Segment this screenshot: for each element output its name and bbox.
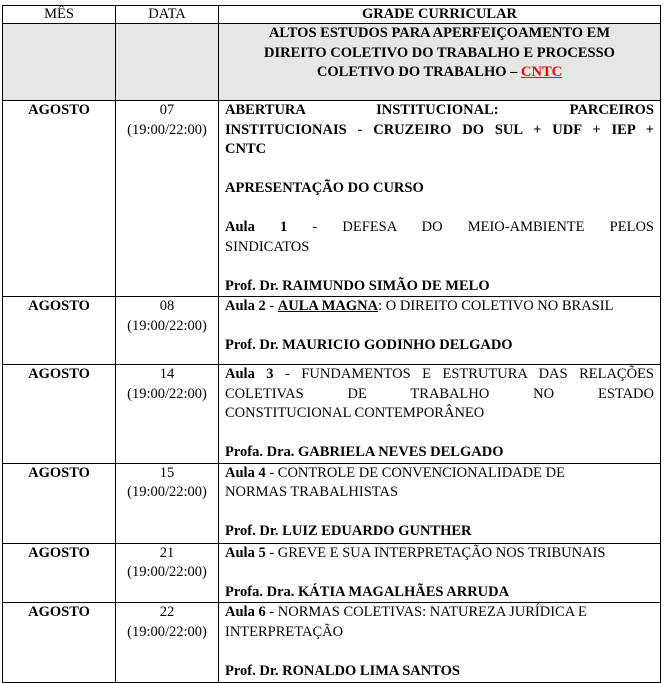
abertura-line: CNTC	[225, 141, 267, 157]
lesson-title-line	[225, 218, 654, 238]
course-title-line: DIREITO COLETIVO DO TRABALHO E PROCESSO	[264, 44, 615, 61]
date-cell	[116, 297, 219, 365]
spacer	[225, 563, 654, 583]
month-cell: AGOSTO	[3, 297, 116, 365]
lesson-title-line: INTERPRETAÇÃO	[225, 623, 344, 640]
lesson-title-line: CONSTITUCIONAL CONTEMPORÂNEO	[225, 405, 485, 421]
professor-name: Prof. Dr. RONALDO LIMA SANTOS	[225, 662, 460, 679]
month-cell: AGOSTO	[3, 543, 116, 603]
lesson-title-line: SINDICATOS	[225, 238, 310, 255]
lesson-title: - GREVE E SUA INTERPRETAÇÃO NOS TRIBUNAIS	[265, 544, 606, 561]
schedule-row	[3, 365, 661, 464]
lesson-title: - FUNDAMENTOS E ESTRUTURA DAS RELAÇÕES	[273, 366, 654, 382]
date-time: (19:00/22:00)	[127, 385, 207, 402]
abertura-line: ABERTURA INSTITUCIONAL: PARCEIROS	[225, 102, 654, 118]
date-time: (19:00/22:00)	[127, 121, 207, 138]
month-cell: AGOSTO	[3, 101, 116, 297]
month-cell: AGOSTO	[3, 365, 116, 464]
spacer	[225, 317, 654, 337]
professor-name: Prof. Dr. LUIZ EDUARDO GUNTHER	[225, 523, 472, 539]
date-day: 08	[159, 298, 175, 314]
lesson-cell	[219, 463, 661, 543]
date-time: (19:00/22:00)	[127, 317, 207, 334]
schedule-row	[3, 463, 661, 543]
professor-name: Profa. Dra. GABRIELA NEVES DELGADO	[225, 444, 504, 460]
title-empty-cell	[116, 24, 219, 101]
course-title-line: ALTOS ESTUDOS PARA APERFEIÇOAMENTO EM	[268, 25, 611, 41]
spacer	[225, 503, 654, 523]
spacer	[225, 199, 654, 219]
header-data: DATA	[116, 6, 219, 24]
lesson-title: - DEFESA DO MEIO-AMBIENTE PELOS	[287, 219, 654, 235]
schedule-row	[3, 297, 661, 365]
lesson-title: - CONTROLE DE CONVENCIONALIDADE DE	[265, 464, 565, 481]
date-cell	[116, 365, 219, 464]
lesson-title-sep: -	[265, 298, 278, 314]
course-title-line	[223, 63, 656, 83]
spacer	[225, 642, 654, 662]
cntc-link[interactable]: CNTC	[521, 64, 563, 80]
lesson-title-line	[225, 603, 654, 623]
month-cell: AGOSTO	[3, 603, 116, 683]
month-cell: AGOSTO	[3, 463, 116, 543]
date-time: (19:00/22:00)	[127, 484, 207, 500]
lesson-label: Aula 1	[225, 219, 288, 235]
professor-name: Prof. Dr. RAIMUNDO SIMÃO DE MELO	[225, 277, 490, 294]
date-cell	[116, 101, 219, 297]
lesson-title-line	[225, 544, 654, 564]
course-title-text: COLETIVO DO TRABALHO –	[316, 64, 521, 80]
date-day: 21	[159, 544, 175, 561]
date-time: (19:00/22:00)	[127, 623, 207, 640]
lesson-cell	[219, 603, 661, 683]
spacer	[225, 424, 654, 444]
lesson-title: : O DIREITO COLETIVO NO BRASIL	[378, 298, 614, 314]
professor-name: Prof. Dr. MAURICIO GODINHO DELGADO	[225, 337, 513, 353]
schedule-row	[3, 603, 661, 683]
date-time: (19:00/22:00)	[127, 564, 207, 580]
date-day: 07	[159, 102, 175, 118]
lesson-title-line: COLETIVAS DE TRABALHO NO ESTADO	[225, 385, 654, 402]
lesson-cell	[219, 297, 661, 365]
apresentacao-line: APRESENTAÇÃO DO CURSO	[225, 180, 424, 196]
date-day: 22	[159, 604, 175, 620]
header-row	[3, 6, 661, 24]
header-grade-curricular: GRADE CURRICULAR	[219, 6, 661, 24]
title-empty-cell	[3, 24, 116, 101]
lesson-title-line	[225, 365, 654, 385]
date-cell	[116, 543, 219, 603]
lesson-label: Aula 6	[225, 604, 266, 620]
course-title-cell	[219, 24, 661, 101]
lesson-label: Aula 5	[225, 544, 266, 561]
lesson-title-line	[225, 297, 654, 317]
date-cell	[116, 603, 219, 683]
lesson-cell	[219, 101, 661, 297]
lesson-title: - NORMAS COLETIVAS: NATUREZA JURÍDICA E	[265, 604, 587, 620]
date-day: 14	[159, 366, 175, 382]
header-mes: MÊS	[3, 6, 116, 24]
lesson-title-line: NORMAS TRABALHISTAS	[225, 484, 399, 500]
date-day: 15	[159, 464, 175, 481]
lesson-label: Aula 4	[225, 464, 266, 481]
schedule-row	[3, 101, 661, 297]
course-title	[219, 24, 660, 83]
lesson-cell	[219, 543, 661, 603]
lesson-cell	[219, 365, 661, 464]
spacer	[225, 160, 654, 180]
curriculum-table	[2, 5, 661, 683]
abertura-line: INSTITUCIONAIS - CRUZEIRO DO SUL + UDF + IEP +	[225, 121, 654, 138]
lesson-label: Aula 3	[225, 366, 274, 382]
lesson-label: Aula 2	[225, 298, 266, 314]
course-title-row	[3, 24, 661, 101]
spacer	[225, 257, 654, 277]
professor-name: Profa. Dra. KÁTIA MAGALHÃES ARRUDA	[225, 583, 510, 600]
lesson-title-line	[225, 464, 654, 484]
schedule-row	[3, 543, 661, 603]
aula-magna-label: AULA MAGNA	[277, 298, 379, 314]
date-cell	[116, 463, 219, 543]
